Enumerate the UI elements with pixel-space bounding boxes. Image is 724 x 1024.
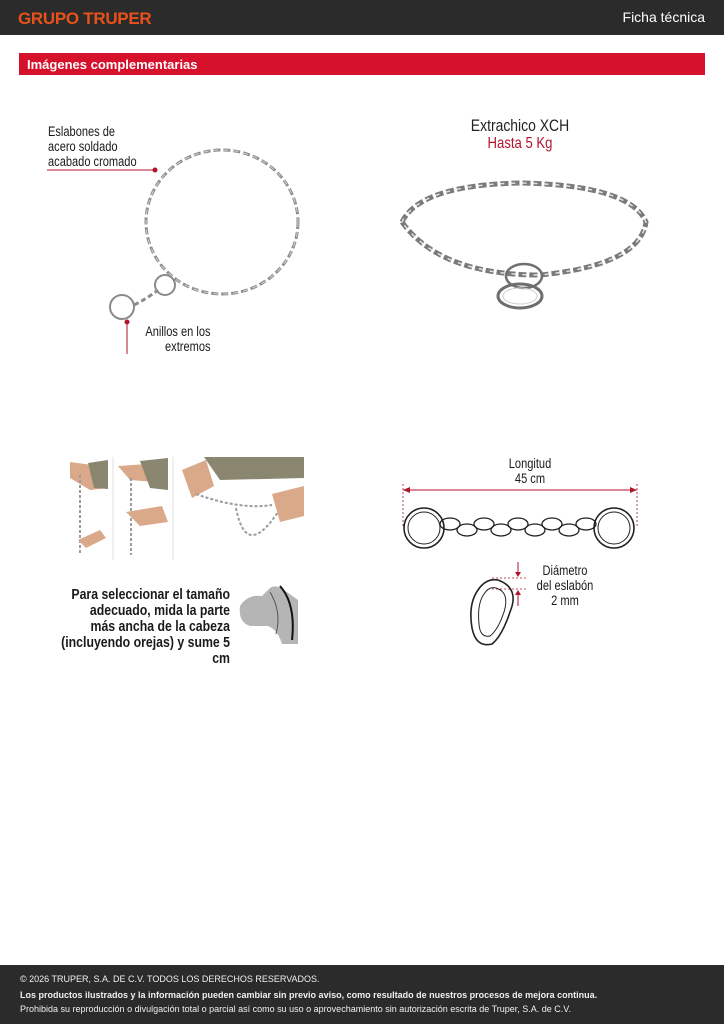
usage-photos bbox=[70, 457, 304, 560]
sizing-line: (incluyendo orejas) y sume 5 cm bbox=[61, 634, 230, 667]
footer-copyright: © 2026 TRUPER, S.A. DE C.V. TODOS LOS DERECHOS RESERVADOS. bbox=[20, 974, 320, 984]
footer bbox=[0, 965, 724, 1024]
callout-rings-line bbox=[125, 320, 130, 355]
length-label-text: Longitud bbox=[508, 456, 552, 471]
links-callout-text bbox=[48, 124, 137, 169]
section-title: Imágenes complementarias bbox=[27, 57, 198, 72]
diameter-label-text: Diámetro bbox=[542, 563, 588, 578]
links-callout-line: acero soldado bbox=[48, 139, 118, 154]
chain-collar-image bbox=[110, 150, 298, 319]
length-value: 45 cm bbox=[514, 471, 546, 486]
rings-callout-text bbox=[146, 324, 211, 354]
sizing-instructions bbox=[41, 587, 230, 667]
dog-head-icon bbox=[240, 586, 298, 644]
links-callout-line: acabado cromado bbox=[48, 154, 137, 169]
diameter-label-text: del eslabón bbox=[536, 578, 594, 593]
length-dimension-diagram bbox=[403, 484, 637, 548]
diameter-label bbox=[533, 563, 597, 608]
product-name: Extrachico XCH bbox=[470, 116, 570, 135]
sizing-line: Para seleccionar el tamaño bbox=[71, 586, 230, 603]
footer-rights: Prohibida su reproducción o divulgación total o parcial así como su uso o aprovechamiento sin autorización escrita de Truper, S.A. de C.V. bbox=[20, 1004, 571, 1014]
document-type: Ficha técnica bbox=[622, 9, 705, 25]
product-capacity: Hasta 5 Kg bbox=[487, 135, 553, 152]
brand-logo: GRUPO TRUPER bbox=[18, 9, 152, 28]
links-callout-line: Eslabones de bbox=[48, 124, 116, 139]
chain-collar-product-image bbox=[402, 183, 646, 308]
rings-callout-line: extremos bbox=[165, 339, 211, 354]
rings-callout-line: Anillos en los bbox=[145, 324, 211, 339]
link-diameter-diagram bbox=[471, 562, 528, 645]
length-label bbox=[501, 456, 558, 486]
footer-notice: Los productos ilustrados y la información pueden cambiar sin previo aviso, como resultado de nuestros procesos de mejora continua. bbox=[20, 990, 598, 1000]
diameter-value: 2 mm bbox=[551, 593, 579, 608]
sizing-line: más ancha de la cabeza bbox=[90, 618, 230, 635]
sizing-line: adecuado, mida la parte bbox=[89, 602, 231, 619]
